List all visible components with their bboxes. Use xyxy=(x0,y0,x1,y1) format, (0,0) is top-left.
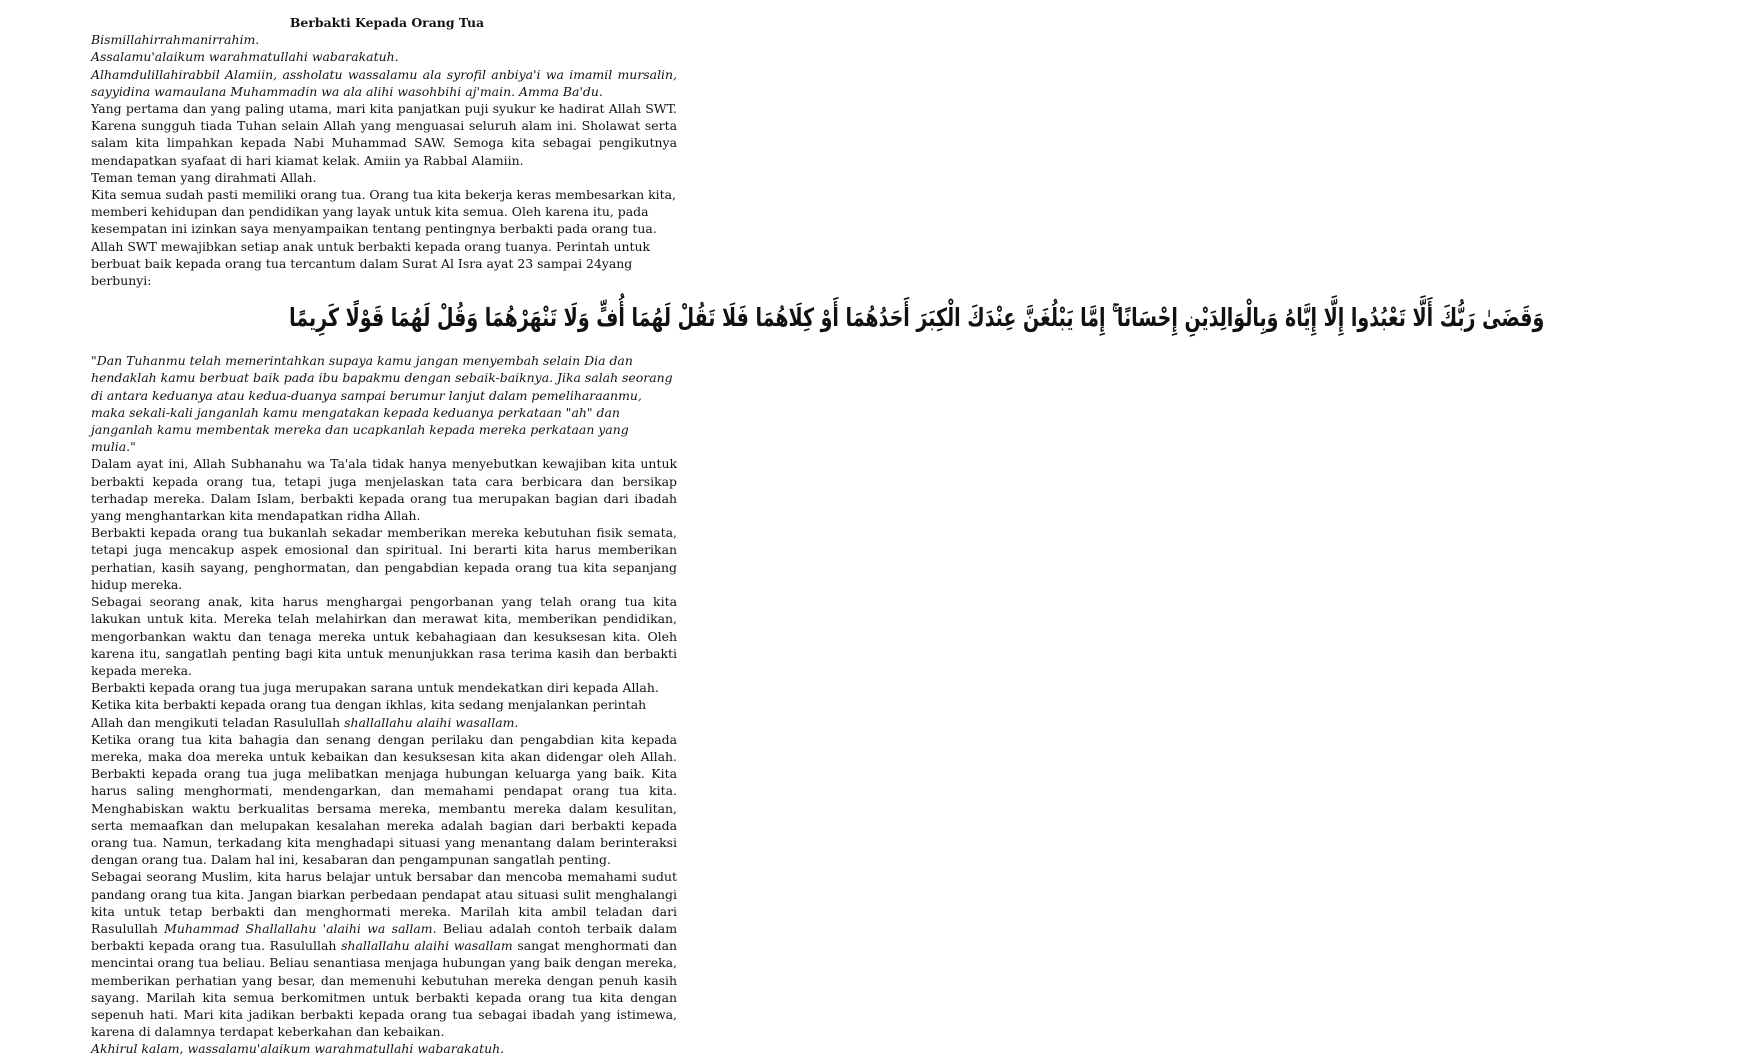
prophet-name-phrase: Muhammad Shallallahu 'alaihi wa sallam xyxy=(164,920,433,936)
opening-paragraph: Yang pertama dan yang paling utama, mari kita panjatkan puji syukur ke hadirat Allah SWT. Karena sungguh tiada Tuhan selain Allah yang menguasai seluruh alam ini. Sholawat serta salam kita limpahkan kepada Nabi Muhammad SAW. Semoga kita sebagai pengikutnya mendapatkan syafaat di hari kiamat kelak. Amiin ya Rabbal Alamiin. xyxy=(91,101,677,168)
salam-line: Assalamu'alaikum warahmatullahi wabarakatuh. xyxy=(91,49,399,65)
document-title: Berbakti Kepada Orang Tua xyxy=(289,15,485,30)
basmalah-line: Bismillahirrahmanirrahim. xyxy=(91,32,260,48)
body-paragraph-3: Sebagai seorang anak, kita harus menghargai pengorbanan yang telah orang tua kita lakukan untuk kita. Mereka telah melahirkan dan merawat kita, memberikan pendidikan, mengorbankan waktu dan tenaga mereka untuk kebahagiaan dan kesuksesan kita. Oleh karena itu, sangatlah penting bagi kita untuk menunjukkan rasa terima kasih dan berbakti kepada mereka. xyxy=(91,594,677,678)
hamdalah-paragraph: Alhamdulillahirabbil Alamiin, assholatu wassalamu ala syrofil anbiya'i wa imamil mursalin, sayyidina wamaulana Muhammadin wa ala alihi wasohbihi aj'main. Amma Ba'du. xyxy=(91,66,677,99)
intro-paragraph: Kita semua sudah pasti memiliki orang tua. Orang tua kita bekerja keras membesarkan kita, memberi kehidupan dan pendidikan yang layak untuk kita semua. Oleh karena itu, pada kesempatan ini izinkan saya menyampaikan tentang pentingnya berbakti pada orang tua. Allah SWT mewajibkan setiap anak untuk berbakti kepada orang tuanya. Perintah untuk berbuat baik kepada orang tua tercantum dalam Surat Al Isra ayat 23 sampai 24yang berbunyi: xyxy=(91,187,676,289)
verse-translation: "Dan Tuhanmu telah memerintahkan supaya kamu jangan menyembah selain Dia dan hendaklah kamu berbuat baik pada ibu bapakmu dengan sebaik-baiknya. Jika salah seorang di antara keduanya atau kedua-duanya sampai berumur lanjut dalam pemeliharaanmu, maka sekali-kali janganlah kamu mengatakan kepada keduanya perkataan "ah" dan janganlah kamu membentak mereka dan ucapkanlah kepada mereka perkataan yang mulia." xyxy=(91,353,673,455)
body-paragraph-4-end: . xyxy=(514,714,519,730)
body-paragraph-2: Berbakti kepada orang tua bukanlah sekadar memberikan mereka kebutuhan fisik semata, tetapi juga mencakup aspek emosional dan spiritual. Ini berarti kita harus memberikan perhatian, kasih sayang, penghormatan, dan pengabdian kepada orang tua kita sepanjang hidup mereka. xyxy=(91,525,677,592)
arabic-verse: وَقَضَىٰ رَبُّكَ أَلَّا تَعْبُدُوا إِلَّا إِيَّاهُ وَبِالْوَالِدَيْنِ إِحْسَانًا ۚ إِمَّا يَبْلُغَنَّ عِنْدَكَ الْكِبَرَ أَحَدُهُمَا أَوْ كِلَاهُمَا فَلَا تَقُلْ لَهُمَا أُفٍّ وَلَا تَنْهَرْهُمَا وَقُلْ لَهُمَا قَوْلًا كَرِيمًا xyxy=(289,303,1545,333)
salawat-phrase: shallallahu alaihi wasallam xyxy=(344,714,515,730)
closing-line: Akhirul kalam, wassalamu'alaikum warahmatullahi wabarakatuh. xyxy=(91,1041,505,1057)
body-paragraph-1: Dalam ayat ini, Allah Subhanahu wa Ta'ala tidak hanya menyebutkan kewajiban kita untuk berbakti kepada orang tua, tetapi juga menjelaskan tata cara berbicara dan bersikap terhadap mereka. Dalam Islam, berbakti kepada orang tua merupakan bagian dari ibadah yang menghantarkan kita mendapatkan ridha Allah. xyxy=(91,456,677,524)
body-paragraph-6-text-a: Sebagai seorang Muslim, kita harus belajar untuk bersabar dan mencoba memahami sudut pandang orang tua kita. Jangan biarkan perbedaan pendapat atau situasi sulit menghalangi kita untuk tetap berbakti dan menghormati mereka. Marilah kita ambil teladan dari Rasulullah xyxy=(91,869,677,936)
body-paragraph-6-text-c: sangat menghormati dan mencintai orang tua beliau. Beliau senantiasa menjaga hubungan yang baik dengan mereka, memberikan perhatian yang besar, dan memenuhi kebutuhan mereka dengan penuh kasih sayang. Marilah kita semua berkomitmen untuk berbakti kepada orang tua kita dengan sepenuh hati. Mari kita jadikan berbakti kepada orang tua sebagai ibadah yang istimewa, karena di dalamnya terdapat keberkahan dan kebaikan. xyxy=(91,938,677,1040)
body-paragraph-6 xyxy=(91,868,677,1040)
salawat-phrase-2: shallallahu alaihi wasallam xyxy=(341,938,513,954)
greeting-line: Teman teman yang dirahmati Allah. xyxy=(91,169,317,185)
arabic-verse-block xyxy=(91,293,1545,349)
body-paragraph-5: Ketika orang tua kita bahagia dan senang dengan perilaku dan pengabdian kita kepada mereka, maka doa mereka untuk kebaikan dan kesuksesan kita akan didengar oleh Allah. Berbakti kepada orang tua juga melibatkan menjaga hubungan keluarga yang baik. Kita harus saling menghormati, mendengarkan, dan memahami pendapat orang tua kita. Menghabiskan waktu berkualitas bersama mereka, membantu mereka dalam kesulitan, serta memaafkan dan melupakan kesalahan mereka adalah bagian dari berbakti kepada orang tua. Namun, terkadang kita menghadapi situasi yang menantang dalam berinteraksi dengan orang tua. Dalam hal ini, kesabaran dan pengampunan sangatlah penting. xyxy=(91,731,677,868)
body-paragraph-4 xyxy=(91,679,677,731)
body-paragraph-6-text-b: . Beliau adalah contoh terbaik dalam berbakti kepada orang tua. Rasulullah xyxy=(91,920,678,954)
body-paragraph-4-text: Berbakti kepada orang tua juga merupakan sarana untuk mendekatkan diri kepada Allah. Ketika kita berbakti kepada orang tua dengan ikhlas, kita sedang menjalankan perintah Allah dan mengikuti teladan Rasulullah xyxy=(91,680,659,730)
